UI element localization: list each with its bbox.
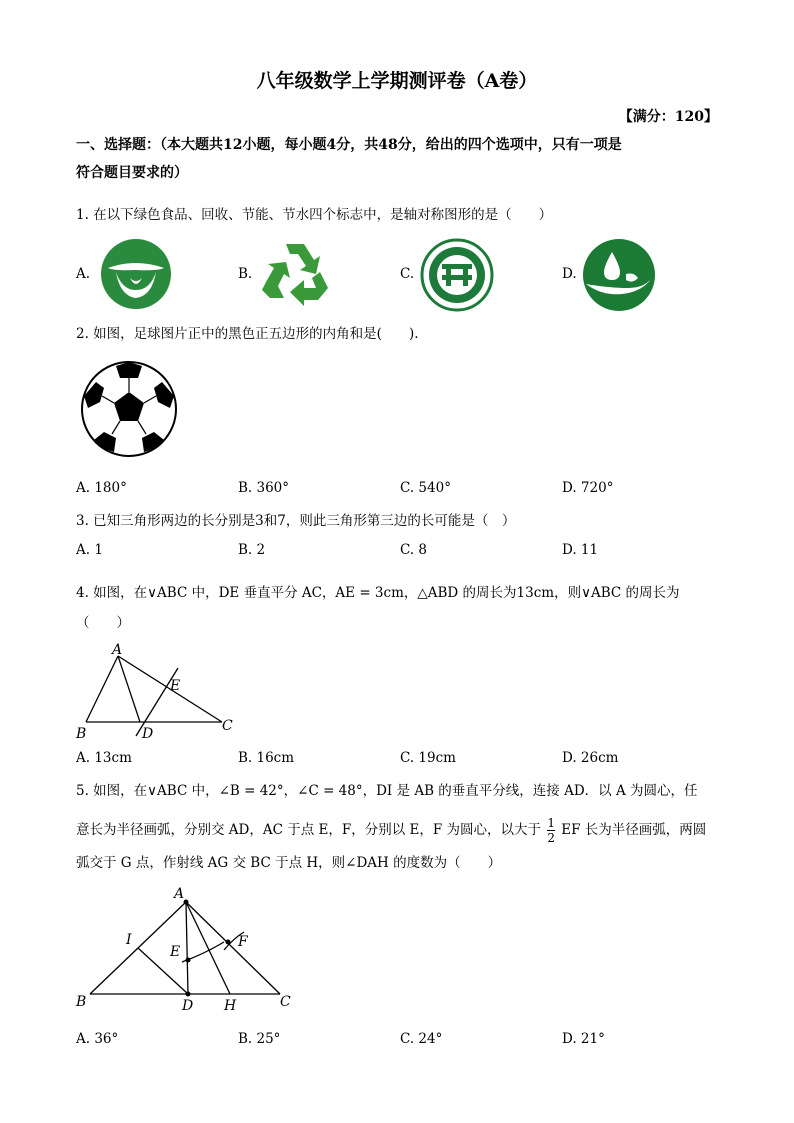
q4-option-d: D. 26cm xyxy=(562,750,619,766)
q5-label-a: A xyxy=(174,886,185,902)
q3-option-c: C. 8 xyxy=(400,542,428,558)
q1-option-d: D. xyxy=(562,266,577,282)
recycle-logo-icon xyxy=(260,238,332,310)
q4-triangle-figure xyxy=(74,640,244,744)
q2-option-b: B. 360° xyxy=(238,480,290,496)
q4-label-d: D xyxy=(142,726,154,742)
q5-stem-line1: 5. 如图，在∨ABC 中，∠B = 42°，∠C = 48°，DI 是 AB 的垂直平分线，连接 AD．以 A 为圆心，任 xyxy=(76,783,698,799)
section-heading-line1: 一、选择题：（本大题共12小题，每小题4分，共48分，给出的四个选项中，只有一项是 xyxy=(76,137,622,153)
q1-option-b: B. xyxy=(238,266,253,282)
q4-option-b: B. 16cm xyxy=(238,750,295,766)
page-title: 八年级数学上学期测评卷（A卷） xyxy=(256,70,538,92)
q5-stem-line2-part2: EF 长为半径画弧，两圆 xyxy=(561,822,707,838)
q5-label-c: C xyxy=(280,994,291,1010)
q5-fraction-denominator: 2 xyxy=(547,831,555,845)
q5-option-b: B. 25° xyxy=(238,1031,281,1047)
water-saving-logo-icon xyxy=(582,238,656,312)
q4-label-e: E xyxy=(170,678,181,694)
q5-label-b: B xyxy=(76,994,87,1010)
q5-triangle-figure xyxy=(74,884,304,1016)
q5-label-f: F xyxy=(238,934,248,950)
q4-stem-line2: （ ） xyxy=(76,615,130,631)
q3-option-a: A. 1 xyxy=(76,542,103,558)
q5-stem-line2-part1: 意长为半径画弧，分别交 AD，AC 于点 E，F，分别以 E，F 为圆心，以大于 xyxy=(76,822,542,838)
q2-option-a: A. 180° xyxy=(76,480,127,496)
q2-option-c: C. 540° xyxy=(400,480,451,496)
q2-option-d: D. 720° xyxy=(562,480,614,496)
q4-label-c: C xyxy=(222,718,233,734)
q5-option-c: C. 24° xyxy=(400,1031,443,1047)
full-score: 【满分：120】 xyxy=(618,109,718,125)
energy-saving-logo-icon xyxy=(420,238,494,312)
q5-label-h: H xyxy=(224,998,237,1014)
q3-option-b: B. 2 xyxy=(238,542,266,558)
green-food-logo-icon xyxy=(100,238,172,310)
q5-stem-line3: 弧交于 G 点，作射线 AG 交 BC 于点 H，则∠DAH 的度数为（ ） xyxy=(76,855,502,871)
q4-label-a: A xyxy=(112,642,123,658)
q5-label-e: E xyxy=(170,944,181,960)
q1-option-a: A. xyxy=(76,266,91,282)
q4-option-c: C. 19cm xyxy=(400,750,456,766)
q5-stem-line2 xyxy=(76,816,706,845)
q4-option-a: A. 13cm xyxy=(76,750,132,766)
q5-fraction-numerator: 1 xyxy=(547,816,555,830)
q3-option-d: D. 11 xyxy=(562,542,599,558)
q5-label-d: D xyxy=(182,998,194,1014)
q3-stem: 3. 已知三角形两边的长分别是3和7，则此三角形第三边的长可能是（ ） xyxy=(76,513,516,529)
q5-label-i: I xyxy=(126,932,132,948)
q5-option-d: D. 21° xyxy=(562,1031,605,1047)
q1-stem: 1. 在以下绿色食品、回收、节能、节水四个标志中，是轴对称图形的是（ ） xyxy=(76,207,553,223)
q4-label-b: B xyxy=(76,726,87,742)
q1-option-c: C. xyxy=(400,266,415,282)
q5-option-a: A. 36° xyxy=(76,1031,119,1047)
q2-stem: 2. 如图，足球图片正中的黑色正五边形的内角和是( ). xyxy=(76,326,419,342)
soccer-ball-icon xyxy=(80,360,178,458)
q5-fraction xyxy=(547,816,555,845)
section-heading-line2: 符合题目要求的） xyxy=(76,165,188,181)
q4-stem-line1: 4. 如图，在∨ABC 中，DE 垂直平分 AC，AE = 3cm，△ABD 的周长为13cm，则∨ABC 的周长为 xyxy=(76,585,680,601)
